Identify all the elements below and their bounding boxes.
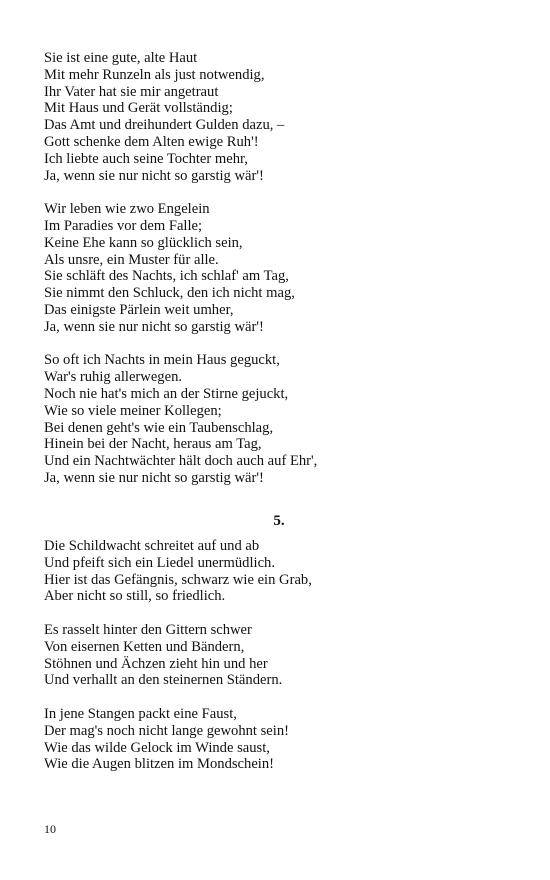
poem-line: In jene Stangen packt eine Faust, xyxy=(44,705,237,722)
poem-line: So oft ich Nachts in mein Haus geguckt, xyxy=(44,352,280,369)
poem-line: Stöhnen und Ächzen zieht hin und her xyxy=(44,655,268,672)
stanza xyxy=(44,352,514,486)
stanza xyxy=(44,538,514,605)
stanza xyxy=(44,622,514,689)
poem-section-b xyxy=(44,512,514,773)
poem-line: Gott schenke dem Alten ewige Ruh'! xyxy=(44,133,259,150)
poem-line: Bei denen geht's wie ein Taubenschlag, xyxy=(44,419,274,436)
poem-line: Noch nie hat's mich an der Stirne gejuckt, xyxy=(44,385,289,402)
poem-line: Und pfeift sich ein Liedel unermüdlich. xyxy=(44,554,275,571)
poem-line: Ihr Vater hat sie mir angetraut xyxy=(44,83,219,100)
poem-line: Wie die Augen blitzen im Mondschein! xyxy=(44,756,275,773)
poem-line: Hier ist das Gefängnis, schwarz wie ein Grab, xyxy=(44,571,312,588)
poem-line: Das einigste Pärlein weit umher, xyxy=(44,301,234,318)
poem-line: Keine Ehe kann so glücklich sein, xyxy=(44,234,243,251)
poem-line: Mit mehr Runzeln als just notwendig, xyxy=(44,66,265,83)
poem-line: Ja, wenn sie nur nicht so garstig wär'! xyxy=(44,469,264,486)
poem-section-a xyxy=(44,50,514,487)
poem-line: Von eisernen Ketten und Bändern, xyxy=(44,638,245,655)
section-heading xyxy=(44,512,514,538)
stanza xyxy=(44,706,514,773)
poem-line: Und ein Nachtwächter hält doch auch auf Ehr', xyxy=(44,453,318,470)
poem-line: Wie so viele meiner Kollegen; xyxy=(44,402,222,419)
page-number: 10 xyxy=(44,822,56,836)
poem-line: Sie schläft des Nachts, ich schlaf' am Tag, xyxy=(44,268,289,285)
poem-line: Sie nimmt den Schluck, den ich nicht mag, xyxy=(44,285,295,302)
poem-line: War's ruhig allerwegen. xyxy=(44,369,183,386)
poem-line: Der mag's noch nicht lange gewohnt sein! xyxy=(44,722,289,739)
poem-line: Und verhallt an den steinernen Ständern. xyxy=(44,672,283,689)
poem-line: Ja, wenn sie nur nicht so garstig wär'! xyxy=(44,318,264,335)
poem-line: Wie das wilde Gelock im Winde saust, xyxy=(44,739,270,756)
poem-line: Als unsre, ein Muster für alle. xyxy=(44,251,219,268)
stanza xyxy=(44,201,514,335)
poem-line: Das Amt und dreihundert Gulden dazu, – xyxy=(44,117,285,134)
poem-line: Sie ist eine gute, alte Haut xyxy=(44,50,198,66)
poem-line: Aber nicht so still, so friedlich. xyxy=(44,588,226,605)
poem-line: Wir leben wie zwo Engelein xyxy=(44,201,210,218)
poem-line: Im Paradies vor dem Falle; xyxy=(44,217,203,234)
poem-line: Hinein bei der Nacht, heraus am Tag, xyxy=(44,436,262,453)
poem-line: Es rasselt hinter den Gittern schwer xyxy=(44,621,252,638)
poem-line: Ja, wenn sie nur nicht so garstig wär'! xyxy=(44,167,264,184)
stanza xyxy=(44,50,514,184)
poem-line: Die Schildwacht schreitet auf und ab xyxy=(44,538,260,554)
poem-line: Ich liebte auch seine Tochter mehr, xyxy=(44,150,248,167)
poem-line: Mit Haus und Gerät vollständig; xyxy=(44,100,233,117)
section-number: 5. xyxy=(273,513,285,529)
